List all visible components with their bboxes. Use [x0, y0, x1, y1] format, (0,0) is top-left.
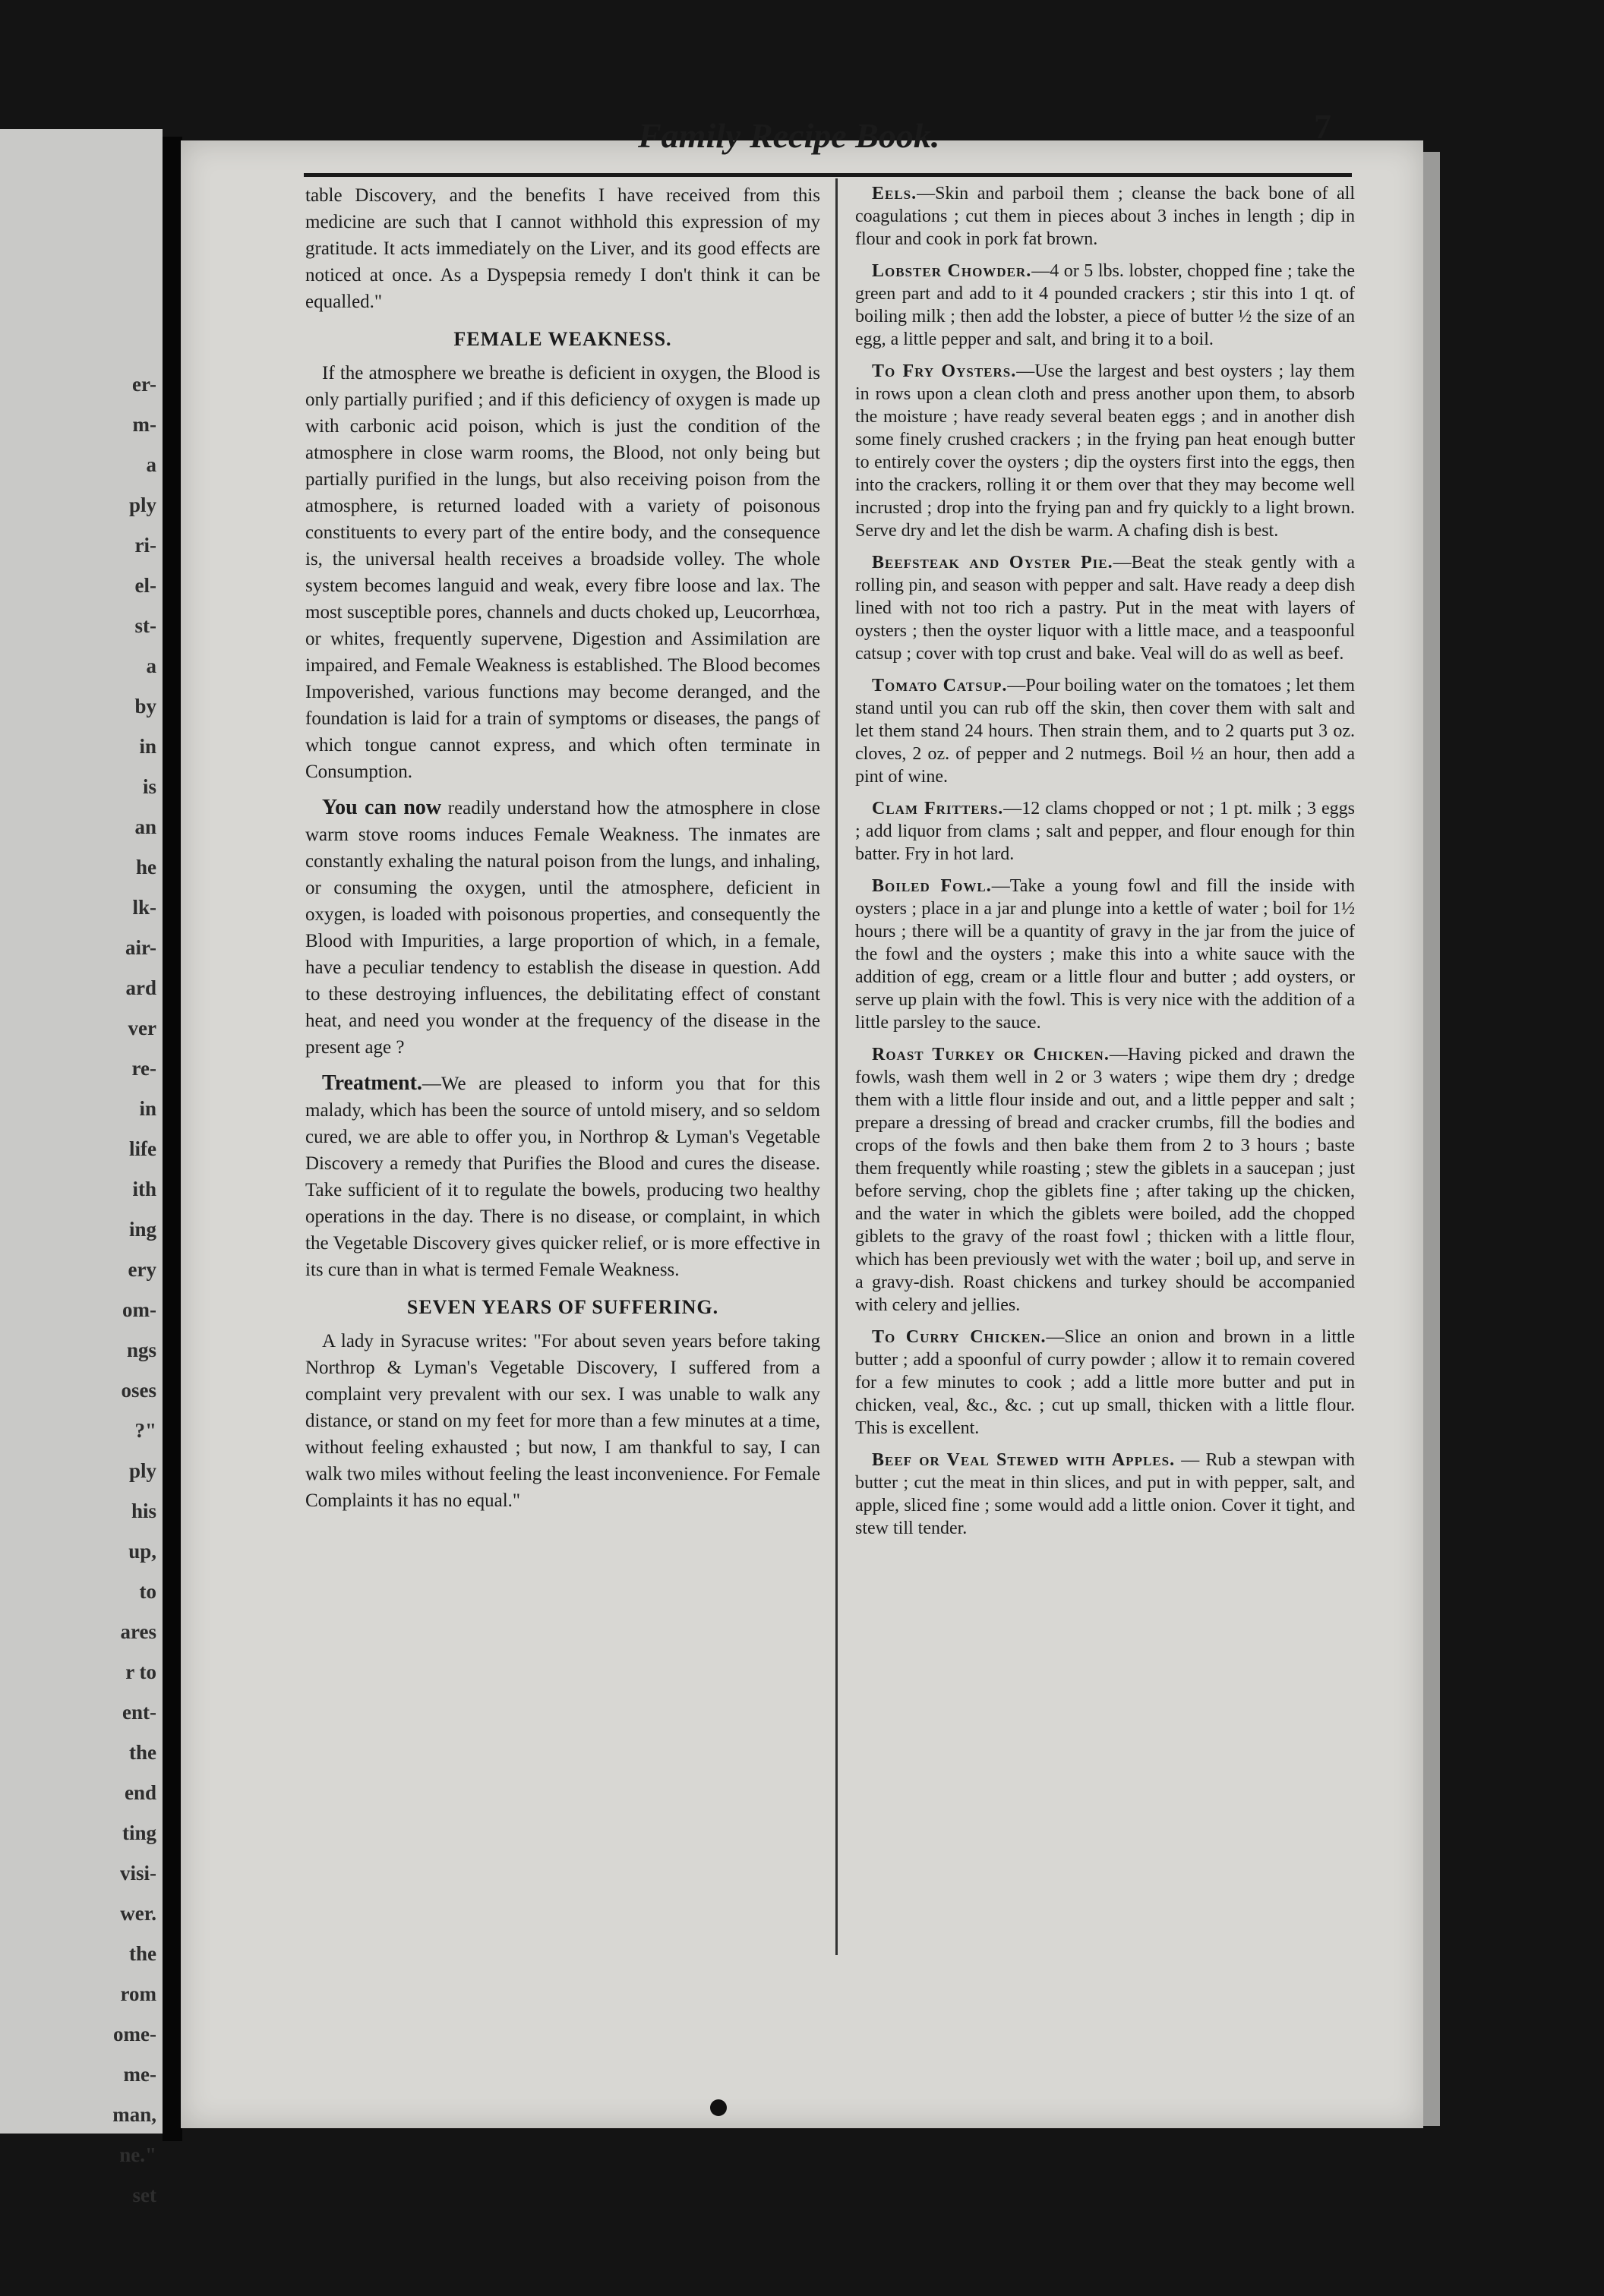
facing-page-fragment: the	[129, 1741, 156, 1764]
recipe-text: —Having picked and drawn the fowls, wash them well in 2 or 3 waters ; wipe them dry ; dredge them with a little flour inside and out, and a little pepper and salt ; prepare a dressing of bread and cracker crumbs, fill the bodies and crops of the fowls and then bake them from 2 to 3 hours ; baste them frequently while roasting ; stew the giblets in a saucepan ; just before serving, chop the giblets fine ; after taking up the chicken, and the water in which the giblets were boiled, add the chopped giblets to the gravy of the roast fowl ; thicken with a little flour, which has been previously wet with the water ; boil up, and serve in a gravy-dish. Roast chickens and turkey should be accompanied with celery and jellies.	[855, 1045, 1355, 1315]
facing-page-fragment: me-	[123, 2063, 156, 2086]
recipe-entry	[855, 551, 1355, 665]
you-can-now-paragraph	[305, 794, 820, 1061]
treatment-lead: Treatment.	[322, 1071, 422, 1095]
facing-page-fragment: ply	[128, 1459, 156, 1482]
facing-page-fragment: ome-	[113, 2023, 156, 2045]
facing-page-fragment: ngs	[126, 1339, 156, 1361]
page-number: 7	[1314, 107, 1331, 146]
recipe-text: —Pour boiling water on the tomatoes ; let them stand until you can rub off the skin, then cover them with salt and let them stand 24 hours. Then strain them, and to 2 quarts put 3 oz. cloves, 2 oz. of pepper and 2 nutmegs. Boil ½ an hour, then add a pint of wine.	[855, 676, 1355, 787]
facing-page-fragment: an	[134, 815, 156, 838]
recipe-text: —Take a young fowl and fill the inside with oysters ; place in a jar and plunge into a kettle of water ; boil for 1½ hours ; there will be a quantity of gravy in the jar from the juice of the fowl and the oysters ; make this into a white sauce with the addition of egg, cream or a little flour and butter ; add oysters, or serve up plain with the fowl. This is very nice with the addition of a little parsley to the sauce.	[855, 876, 1355, 1033]
facing-page-fragment: the	[129, 1942, 156, 1965]
facing-page-fragment: om-	[122, 1298, 156, 1321]
recipe-entry	[855, 797, 1355, 866]
facing-page-fragment: lk-	[132, 896, 156, 919]
facing-page-fragment: oses	[121, 1379, 156, 1402]
facing-page-fragment: in	[139, 1097, 156, 1120]
facing-page-fragment: in	[139, 735, 156, 758]
running-head	[471, 106, 1331, 167]
facing-page-fragment: wer.	[120, 1902, 156, 1925]
facing-page	[0, 129, 163, 2206]
recipe-entry	[855, 875, 1355, 1034]
facing-page-fragment: ares	[120, 1620, 156, 1643]
recipe-title: Beefsteak and Oyster Pie.	[872, 553, 1113, 572]
recipe-entry	[855, 1449, 1355, 1540]
recipe-title: Clam Fritters.	[872, 799, 1004, 818]
treatment-paragraph	[305, 1070, 820, 1283]
facing-page-fragment: ith	[132, 1178, 156, 1200]
recipe-entry	[855, 1326, 1355, 1440]
facing-page-fragment: to	[139, 1580, 156, 1603]
syracuse-testimonial: A lady in Syracuse writes: "For about seven years before taking Northrop & Lyman's Vegetable Discovery, I suffered from a complaint very prevalent with our sex. I was unable to walk any distance, or stand on my feet for more than a few minutes at a time, without feeling exhausted ; but now, I am thankful to say, I can walk two miles without feeling the least inconvenience. For Female Complaints it has no equal."	[305, 1331, 820, 1511]
facing-page-fragment: ne."	[119, 2143, 156, 2166]
facing-page-fragment: air-	[125, 936, 156, 959]
facing-page-fragment: st-	[134, 614, 156, 637]
recipe-text: —12 clams chopped or not ; 1 pt. milk ; 3 eggs ; add liquor from clams ; salt and pepper, and flour enough for thin batter. Fry in hot lard.	[855, 799, 1355, 864]
page-title: Family Recipe Book.	[638, 116, 940, 155]
facing-page-fragment: up,	[128, 1540, 156, 1563]
facing-page-fragment: man,	[112, 2103, 156, 2126]
facing-page-fragment: a	[146, 453, 156, 476]
recipe-entry	[855, 182, 1355, 251]
facing-page-fragment: ing	[128, 1218, 156, 1241]
recipe-title: Lobster Chowder.	[872, 261, 1032, 281]
facing-page-fragment: r to	[125, 1660, 156, 1683]
recipe-title: Tomato Catsup.	[872, 676, 1008, 695]
recipe-entry	[855, 1043, 1355, 1317]
recipe-title: Boiled Fowl.	[872, 876, 992, 896]
column-rule	[835, 178, 838, 1955]
recipe-title: Roast Turkey or Chicken.	[872, 1045, 1110, 1064]
page-edge	[1423, 152, 1440, 2126]
facing-page-fragment: ver	[128, 1017, 156, 1039]
recipe-text: —4 or 5 lbs. lobster, chopped fine ; take the green part and add to it 4 pounded crackers ; stir this into 1 qt. of boiling milk ; then add the lobster, a piece of butter ½ the size of an egg, a little pepper and salt, and bring it to a boil.	[855, 261, 1356, 349]
facing-page-fragment: he	[136, 856, 156, 878]
facing-page-fragment: is	[142, 775, 156, 798]
recipe-entry	[855, 360, 1355, 542]
header-rule	[304, 173, 1352, 177]
facing-page-fragment: re-	[131, 1057, 156, 1080]
facing-page-fragment: el-	[134, 574, 156, 597]
heading-seven-years: SEVEN YEARS OF SUFFERING.	[406, 1296, 719, 1318]
book-spine	[163, 137, 182, 2141]
recipe-title: To Fry Oysters.	[872, 361, 1017, 381]
right-column	[855, 182, 1355, 1549]
treatment-text: —We are pleased to inform you that for this malady, which has been the source of untold misery, and so seldom cured, we are able to offer you, in Northrop & Lyman's Vegetable Discovery a remedy that Purifies the Blood and cures the disease. Take sufficient of it to regulate the bowels, producing two healthy operations in the day. There is no disease, or complaint, in which the Vegetable Discovery gives quicker relief, or is more effective in its cure than in what is termed Female Weakness.	[305, 1074, 820, 1280]
ink-blot	[710, 2099, 727, 2116]
recipe-title: Beef or Veal Stewed with Apples.	[872, 1450, 1176, 1470]
facing-page-fragment: end	[124, 1781, 156, 1804]
recipe-title: To Curry Chicken.	[872, 1327, 1047, 1347]
facing-page-fragment: ery	[128, 1258, 156, 1281]
recipe-text: —Beat the steak gently with a rolling pin, and season with pepper and salt. Have ready a deep dish lined with not too rich a pastry. Put in the meat with layers of oysters ; then the oyster liquor with a little mace, and a teaspoonful catsup ; cover with top crust and bake. Veal will do as well as beef.	[855, 553, 1355, 664]
heading-female-weakness: FEMALE WEAKNESS.	[453, 328, 672, 350]
facing-page-fragment: ard	[125, 976, 156, 999]
you-can-now-lead: You can now	[322, 796, 442, 819]
facing-page-fragment: ri-	[134, 534, 156, 557]
recipe-text: —Slice an onion and brown in a little butter ; add a spoonful of curry powder ; allow it to remain covered for a few minutes to cook ; add a little more butter and put in chicken, veal, &c., &c. ; cut up small, thicken with a little flour. This is excellent.	[855, 1327, 1355, 1438]
facing-page-fragment: er-	[132, 373, 156, 396]
recipe-title: Eels.	[872, 184, 917, 203]
testimonial-end: table Discovery, and the benefits I have received from this medicine are such that I cannot withhold this expression of my gratitude. It acts immediately on the Liver, and its good effects are noticed at once. As a Dyspepsia remedy I don't think it can be equalled."	[305, 185, 820, 312]
left-column	[305, 182, 820, 1523]
facing-page-fragment: by	[134, 695, 156, 718]
recipe-text: — Rub a stewpan with butter ; cut the meat in thin slices, and put in with pepper, salt, and apple, sliced fine ; some would add a little onion. Cover it tight, and stew till tender.	[855, 1450, 1355, 1538]
recipe-text: —Use the largest and best oysters ; lay them in rows upon a clean cloth and press another upon them, to absorb the moisture ; have ready several beaten eggs ; and in another dish some finely crushed crackers ; in the frying pan heat enough butter to entirely cover the oysters ; dip the oysters first into the eggs, then into the crackers, rolling it or them over that they may become well incrusted ; drop into the frying pan and fry quickly to a light brown. Serve dry and let the dish be warm. A chafing dish is best.	[855, 361, 1355, 541]
facing-page-fragment: visi-	[119, 1862, 156, 1884]
you-can-now-text: readily understand how the atmosphere in close warm stove rooms induces Female Weakness. The inmates are constantly exhaling the natural poison from the lungs, and inhaling, or consuming the oxygen, until the atmosphere, deficient in oxygen, is loaded with poisonous properties, and consequently the Blood with Impurities, a large proportion of which, in a female, have a peculiar tendency to establish the disease in question. Add to these destroying influences, the debilitating effect of constant heat, and need you wonder at the frequency of the disease in the present age ?	[305, 798, 820, 1058]
facing-page-fragment: ent-	[122, 1701, 156, 1724]
female-weakness-text: If the atmosphere we breathe is deficient in oxygen, the Blood is only partially purified ; and if this deficiency of oxygen is made up with carbonic acid poison, which is just the condition of the atmosphere in close warm rooms, the Blood, not only being but partially purified in the lungs, but also receiving poison from the atmosphere, is returned loaded with a variety of poisonous constituents to every part of the entire body, and the consequence is, the universal health receives a broadside volley. The whole system becomes languid and weak, every fibre loose and lax. The most susceptible pores, channels and ducts choked up, Leucorrhœa, or whites, frequently supervene, Digestion and Assimilation are impaired, and Female Weakness is established. The Blood becomes Impoverished, various functions may become deranged, and the foundation is laid for a train of symptoms or diseases, the pangs of which tongue cannot express, and which often terminate in Consumption.	[305, 363, 820, 782]
facing-page-fragment: m-	[132, 413, 156, 436]
recipe-entry	[855, 260, 1355, 351]
facing-page-fragment: rom	[120, 1982, 156, 2005]
facing-page-fragment: set	[132, 2184, 156, 2206]
facing-page-fragment: ?"	[134, 1419, 156, 1442]
facing-page-fragment: ting	[122, 1821, 156, 1844]
recipe-text: —Skin and parboil them ; cleanse the back bone of all coagulations ; cut them in pieces about 3 inches in length ; dip in flour and cook in pork fat brown.	[855, 184, 1355, 249]
facing-page-fragment: life	[129, 1137, 156, 1160]
facing-page-fragment: his	[131, 1500, 156, 1522]
recipe-entry	[855, 674, 1355, 788]
facing-page-fragment: a	[146, 654, 156, 677]
facing-page-fragment: ply	[128, 494, 156, 516]
